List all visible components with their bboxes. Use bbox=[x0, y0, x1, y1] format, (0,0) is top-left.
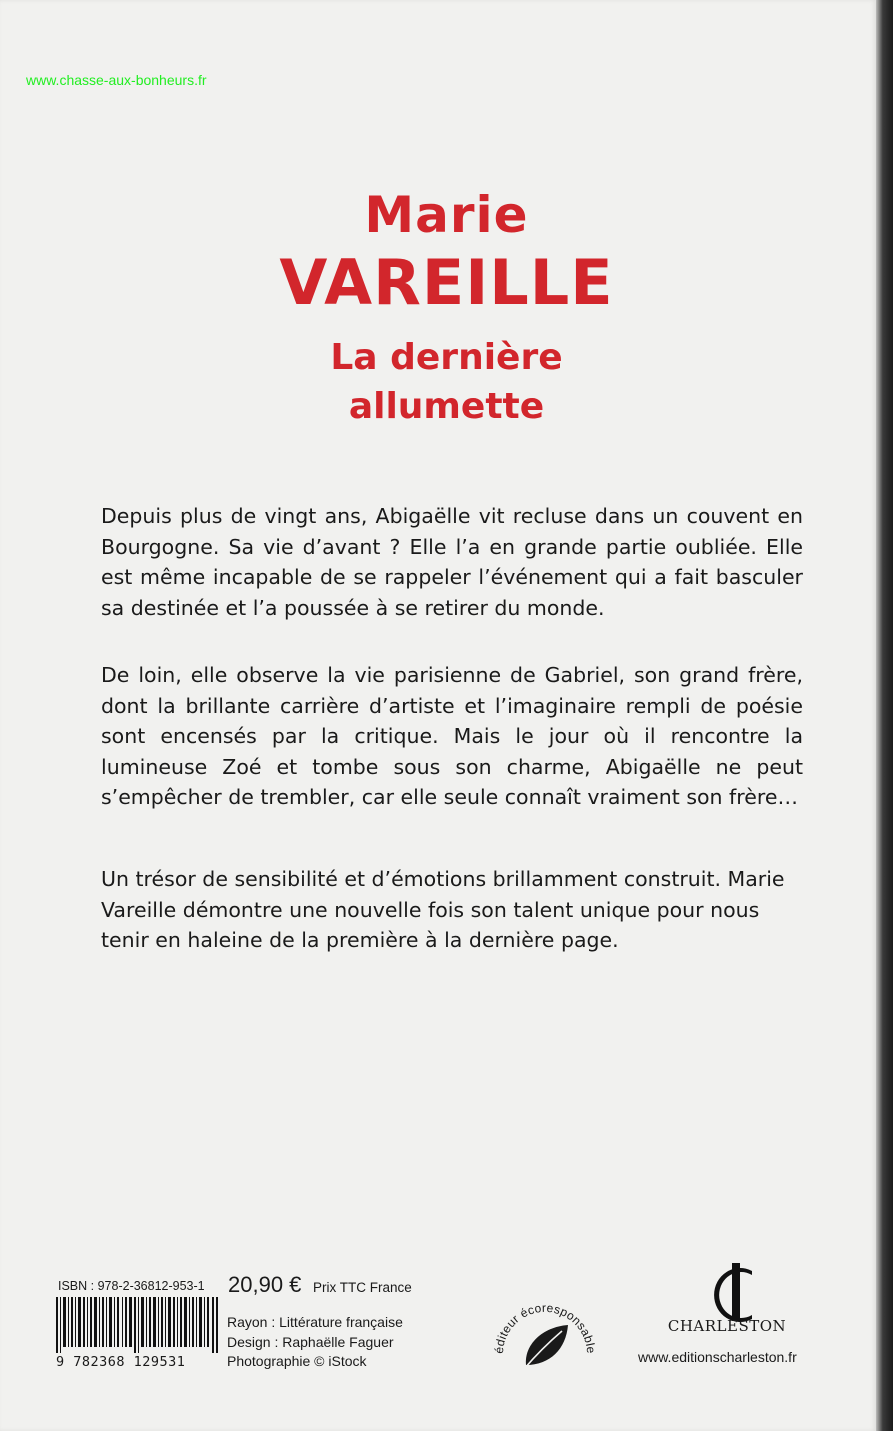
book-edge bbox=[876, 0, 893, 1431]
blurb-paragraph-2: De loin, elle observe la vie parisienne de Gabriel, son grand frère, dont la brillante carrière d’artiste et l’imaginaire rempli de poésie sont encensés par la critique. Mais le jour où il rencontre la lumineuse Zoé et tombe sous son charme, Abigaëlle ne peut s’empêcher de trembler, car elle seule connaît vraiment son frère… bbox=[101, 663, 803, 809]
leaf-icon bbox=[524, 1325, 568, 1369]
book-title-line-1: La dernière bbox=[330, 337, 563, 378]
blurb-paragraph-1: Depuis plus de vingt ans, Abigaëlle vit recluse dans un couvent en Bourgogne. Sa vie d’avant ? Elle l’a en grande partie oubliée. Elle est même incapable de se rappeler l’événement qui a fait basculer sa destinée et l’a poussée à se retirer du monde. bbox=[101, 504, 803, 620]
watermark-url: www.chasse-aux-bonheurs.fr bbox=[26, 72, 207, 88]
isbn-label: ISBN : 978-2-36812-953-1 bbox=[58, 1279, 205, 1293]
credit-rayon: Rayon : Littérature française bbox=[227, 1314, 403, 1330]
author-first-name: Marie bbox=[364, 186, 529, 244]
price: 20,90 € bbox=[228, 1272, 302, 1297]
barcode-image bbox=[56, 1297, 218, 1353]
credit-photo: Photographie © iStock bbox=[227, 1353, 367, 1369]
credit-design: Design : Raphaëlle Faguer bbox=[227, 1334, 394, 1350]
book-title-line-2: allumette bbox=[348, 386, 545, 427]
barcode-digits: 9 782368 129531 bbox=[56, 1354, 186, 1370]
blurb-paragraph-3: Un trésor de sensibilité et d’émotions brillamment construit. Marie Vareille démontre une nouvelle fois son talent unique pour nous tenir en haleine de la première à la dernière page. bbox=[101, 867, 785, 952]
price-note: Prix TTC France bbox=[313, 1280, 412, 1295]
eco-responsible-badge bbox=[490, 1283, 600, 1383]
eco-badge-text: éditeur écoresponsable bbox=[491, 1300, 599, 1355]
publisher-name: CHARLESTON bbox=[667, 1317, 787, 1335]
author-last-name: VAREILLE bbox=[279, 246, 614, 319]
publisher-url: www.editionscharleston.fr bbox=[638, 1349, 797, 1365]
